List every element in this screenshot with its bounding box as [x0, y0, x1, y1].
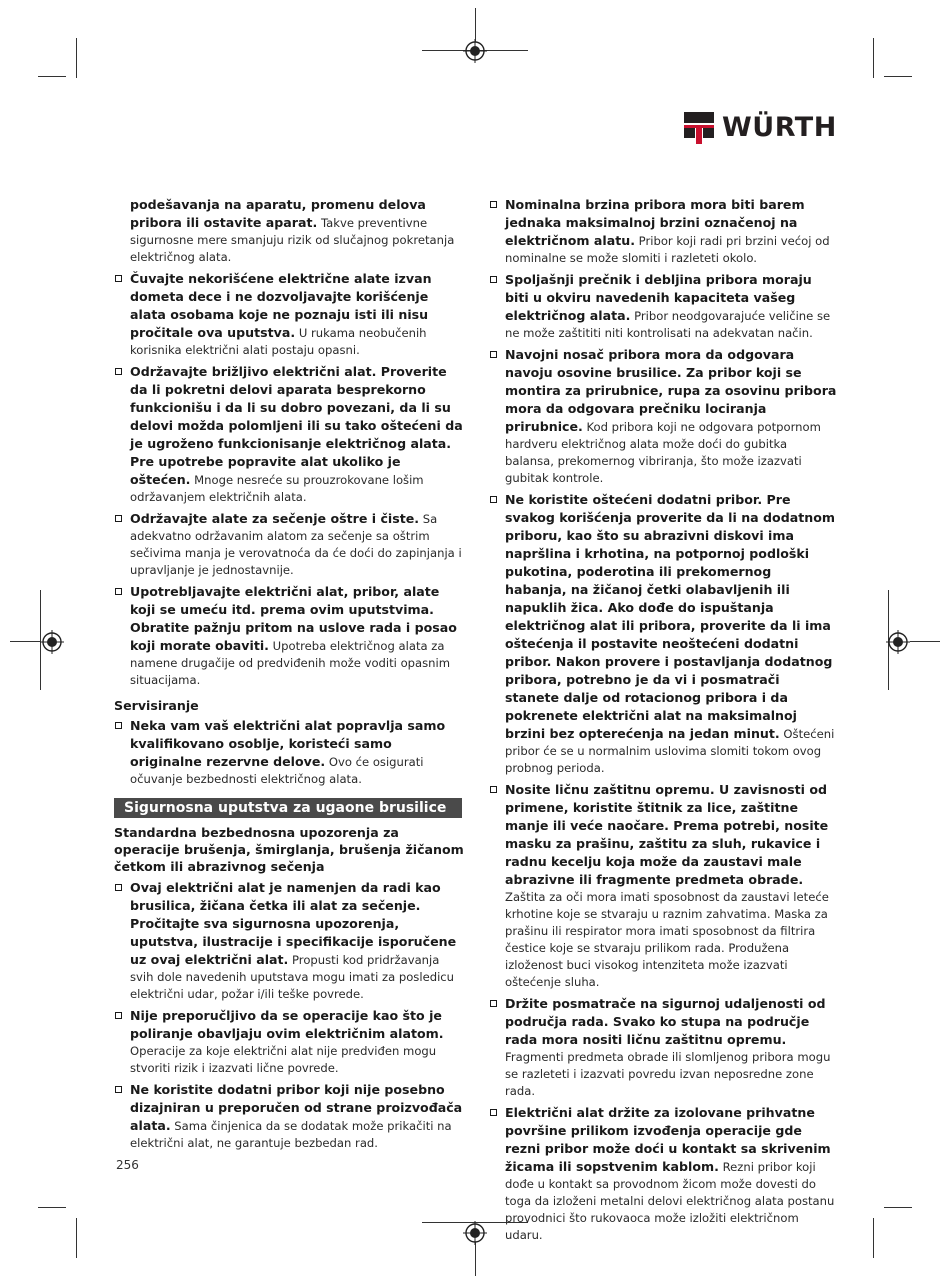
item-text: Mnoge nesreće su prouzrokovane lošim održavanjem električnih alata. — [130, 473, 424, 504]
item-bold-text: Držite posmatrače na sigurnoj udaljenosti od područja rada. Svako ko stupa na područje rada mora nositi ličnu zaštitnu opremu. — [505, 996, 826, 1047]
registration-mark-icon — [463, 1221, 487, 1245]
list-item — [114, 583, 464, 689]
list-item — [114, 270, 464, 359]
list-item — [489, 491, 837, 777]
item-text: Fragmenti predmeta obrade ili slomljenog pribora mogu se razleteti i izazvati povredu izvan neposredne zone rada. — [505, 1050, 831, 1098]
list-item — [114, 196, 464, 266]
checkbox-bullet-icon — [490, 496, 497, 503]
checkbox-bullet-icon — [115, 368, 122, 375]
item-text: Sama činjenica da se dodatak može prikačiti na električni alat, ne garantuje bezbedan rad. — [130, 1119, 452, 1150]
checkbox-bullet-icon — [115, 515, 122, 522]
item-bold-text: Čuvajte nekorišćene električne alate izvan dometa dece i ne dozvoljavajte korišćenje alata osobama koje ne poznaju isti ili nisu pročitale ova uputstva. — [130, 271, 432, 340]
crop-mark — [10, 641, 40, 642]
list-item — [489, 995, 837, 1100]
item-text: Oštećeni pribor će se u normalnim uslovima slomiti tokom ovog probnog perioda. — [505, 727, 835, 775]
item-bold-text: Nije preporučljivo da se operacije kao što je poliranje obavljaju ovim električnim alatom. — [130, 1008, 444, 1041]
section-intro: Standardna bezbednosna upozorenja za operacije brušenja, šmirglanja, brušenja žičanom četkom ili abrazivnog sečenja — [114, 825, 464, 874]
checkbox-bullet-icon — [490, 276, 497, 283]
item-text: U rukama neobučenih korisnika električni alati postaju opasni. — [130, 326, 427, 357]
list-item — [489, 271, 837, 342]
item-bold-text: Održavajte brižljivo električni alat. Proverite da li pokretni delovi aparata besprekorno funkcionišu i da li su dobro povezani, da li su delovi možda polomljeni ili su tako oštećeni da je ugroženo funkcionisanje električnog alata. Pre upotrebe popravite alat ukoliko je oštećen. — [130, 364, 463, 487]
list-item — [114, 1007, 464, 1077]
item-text: Pribor neodgovarajuće veličine se ne može zaštititi niti kontrolisati na adekvatan način. — [505, 309, 831, 340]
item-bold-text: Ne koristite oštećeni dodatni pribor. Pre svakog korišćenja proverite da li na dodatnom priboru, kao što su abrazivni diskovi ima napršlina i krhotina, na potpornoj podloški pukotina, poderotina ili prekomernog habanja, na žičanoj četki olabavljenih ili napuklih žica. Ako dođe do ispuštanja električnog alat ili pribora, proverite da li ima oštećenja il postavite neoštećeni dodatni pribor. Nakon provere i postavljanja dodatnog pribora, potrebno je da vi i posmatrači stanete dalje od rotacionog pribora i da pokrenete električni alat na maksimalnoj brzini bez opterećenja na jedan minut. — [505, 492, 835, 741]
crop-mark — [884, 1207, 912, 1208]
item-bold-text: Nominalna brzina pribora mora biti barem jednaka maksimalnoj brzini označenoj na električnom alatu. — [505, 197, 805, 248]
item-bold-text: Spoljašnji prečnik i debljina pribora moraju biti u okviru navedenih kapaciteta vašeg električnog alata. — [505, 272, 812, 323]
checkbox-bullet-icon — [490, 1000, 497, 1007]
wurth-logo — [684, 112, 836, 144]
item-text: Propusti kod pridržavanja svih dole navedenih uputstava mogu imati za posledicu električni udar, požar i/ili teške povrede. — [130, 953, 455, 1001]
list-item — [489, 346, 837, 487]
crop-mark — [475, 8, 476, 42]
item-bold-text: Ovaj električni alat je namenjen da radi kao brusilica, žičana četka ili alat za sečenje. Pročitajte sva sigurnosna upozorenja, uputstva, ilustracije i specifikacije isporučene uz ovaj električni alat. — [130, 880, 457, 967]
checkbox-bullet-icon — [115, 884, 122, 891]
crop-mark — [76, 1218, 77, 1258]
checkbox-bullet-icon — [490, 1109, 497, 1116]
checkbox-bullet-icon — [115, 1012, 122, 1019]
crop-mark — [873, 38, 874, 78]
list-item — [114, 510, 464, 579]
right-column — [489, 196, 837, 1248]
crop-mark — [910, 641, 940, 642]
crop-mark — [76, 38, 77, 78]
registration-mark-icon — [463, 39, 487, 63]
wurth-wordmark: WÜRTH — [722, 112, 837, 143]
list-item — [114, 717, 464, 788]
list-item — [114, 1081, 464, 1152]
item-bold-text: podešavanja na aparatu, promenu delova pribora ili ostavite aparat. — [130, 197, 426, 230]
service-heading: Servisiranje — [114, 698, 199, 713]
item-bold-text: Navojni nosač pribora mora da odgovara navoju osovine brusilice. Za pribor koji se montira za prirubnice, rupa za osovinu pribora mora da odgovara prečniku lociranja prirubnice. — [505, 347, 837, 434]
crop-mark — [38, 1207, 66, 1208]
left-column — [114, 196, 464, 1156]
item-bold-text: Neka vam vaš električni alat popravlja samo kvalifikovano osoblje, koristeći samo originalne rezervne delove. — [130, 718, 446, 769]
checkbox-bullet-icon — [115, 1086, 122, 1093]
checkbox-bullet-icon — [115, 722, 122, 729]
list-item — [489, 781, 837, 991]
item-text: Upotreba električnog alata za namene drugačije od predviđenih može voditi opasnim situacijama. — [130, 639, 451, 687]
list-item — [114, 363, 464, 506]
registration-mark-icon — [40, 630, 64, 654]
list-item — [114, 879, 464, 1003]
checkbox-bullet-icon — [490, 201, 497, 208]
list-item — [489, 196, 837, 267]
item-text: Kod pribora koji ne odgovara potpornom hardveru električnog alata može doći do gubitka balansa, prekomernog vibriranja, što može izazvati gubitak kontrole. — [505, 420, 821, 485]
checkbox-bullet-icon — [490, 351, 497, 358]
item-text: Pribor koji radi pri brzini većoj od nominalne se može slomiti i razleteti okolo. — [505, 234, 830, 265]
checkbox-bullet-icon — [115, 275, 122, 282]
item-bold-text: Održavajte alate za sečenje oštre i čiste. — [130, 511, 420, 526]
page-number: 256 — [116, 1158, 139, 1172]
item-bold-text: Nosite ličnu zaštitnu opremu. U zavisnosti od primene, koristite štitnik za lice, zaštitne manje ili veće naočare. Prema potrebi, nosite masku za prašinu, zaštitu za sluh, rukavice i radnu kecelju koja može da zaustavi male abrazivne ili fragmente predmeta obrade. — [505, 782, 829, 887]
section-title-bar: Sigurnosna uputstva za ugaone brusilice — [114, 798, 462, 818]
crop-mark — [38, 76, 66, 77]
registration-mark-icon — [886, 630, 910, 654]
item-text: Operacije za koje električni alat nije predviđen mogu stvoriti rizik i izazvati lične povrede. — [130, 1044, 437, 1075]
item-text: Takve preventivne sigurnosne mere smanjuju rizik od slučajnog pokretanja električnog alata. — [130, 216, 455, 264]
checkbox-bullet-icon — [490, 786, 497, 793]
item-text: Ovo će osigurati očuvanje bezbednosti električnog alata. — [130, 755, 424, 786]
crop-mark — [873, 1218, 874, 1258]
item-text: Rezni pribor koji dođe u kontakt sa provodnom žicom može dovesti do toga da izloženi metalni delovi električnog alata postanu provodnici što rukovaoca može izložiti električnom udaru. — [505, 1160, 835, 1242]
wurth-symbol-icon — [684, 112, 714, 144]
item-bold-text: Električni alat držite za izolovane prihvatne površine prilikom izvođenja operacije gde rezni pribor može doći u kontakt sa skrivenim žicama ili sopstvenim kablom. — [505, 1105, 831, 1174]
item-text: Sa adekvatno održavanim alatom za sečenje sa oštrim sečivima manja je verovatnoća da će doći do zapinjanja i upravljanje je jednostavnije. — [130, 512, 462, 577]
crop-mark — [475, 1242, 476, 1276]
crop-mark — [884, 76, 912, 77]
item-text: Zaštita za oči mora imati sposobnost da zaustavi leteće krhotine koje se stvaraju u raznim zahvatima. Maska za prašinu ili respirator mora imati sposobnost da filtrira čestice koje se stvaraju prilikom rada. Produžena izloženost buci visokog intenziteta može izazvati oštećenje sluha. — [505, 890, 829, 989]
checkbox-bullet-icon — [115, 588, 122, 595]
item-bold-text: Upotrebljavajte električni alat, pribor, alate koji se umeću itd. prema ovim uputstvima. Obratite pažnju pritom na uslove rada i posao koji morate obaviti. — [130, 584, 457, 653]
item-bold-text: Ne koristite dodatni pribor koji nije posebno dizajniran u preporučen od strane proizvođača alata. — [130, 1082, 463, 1133]
list-item — [489, 1104, 837, 1244]
